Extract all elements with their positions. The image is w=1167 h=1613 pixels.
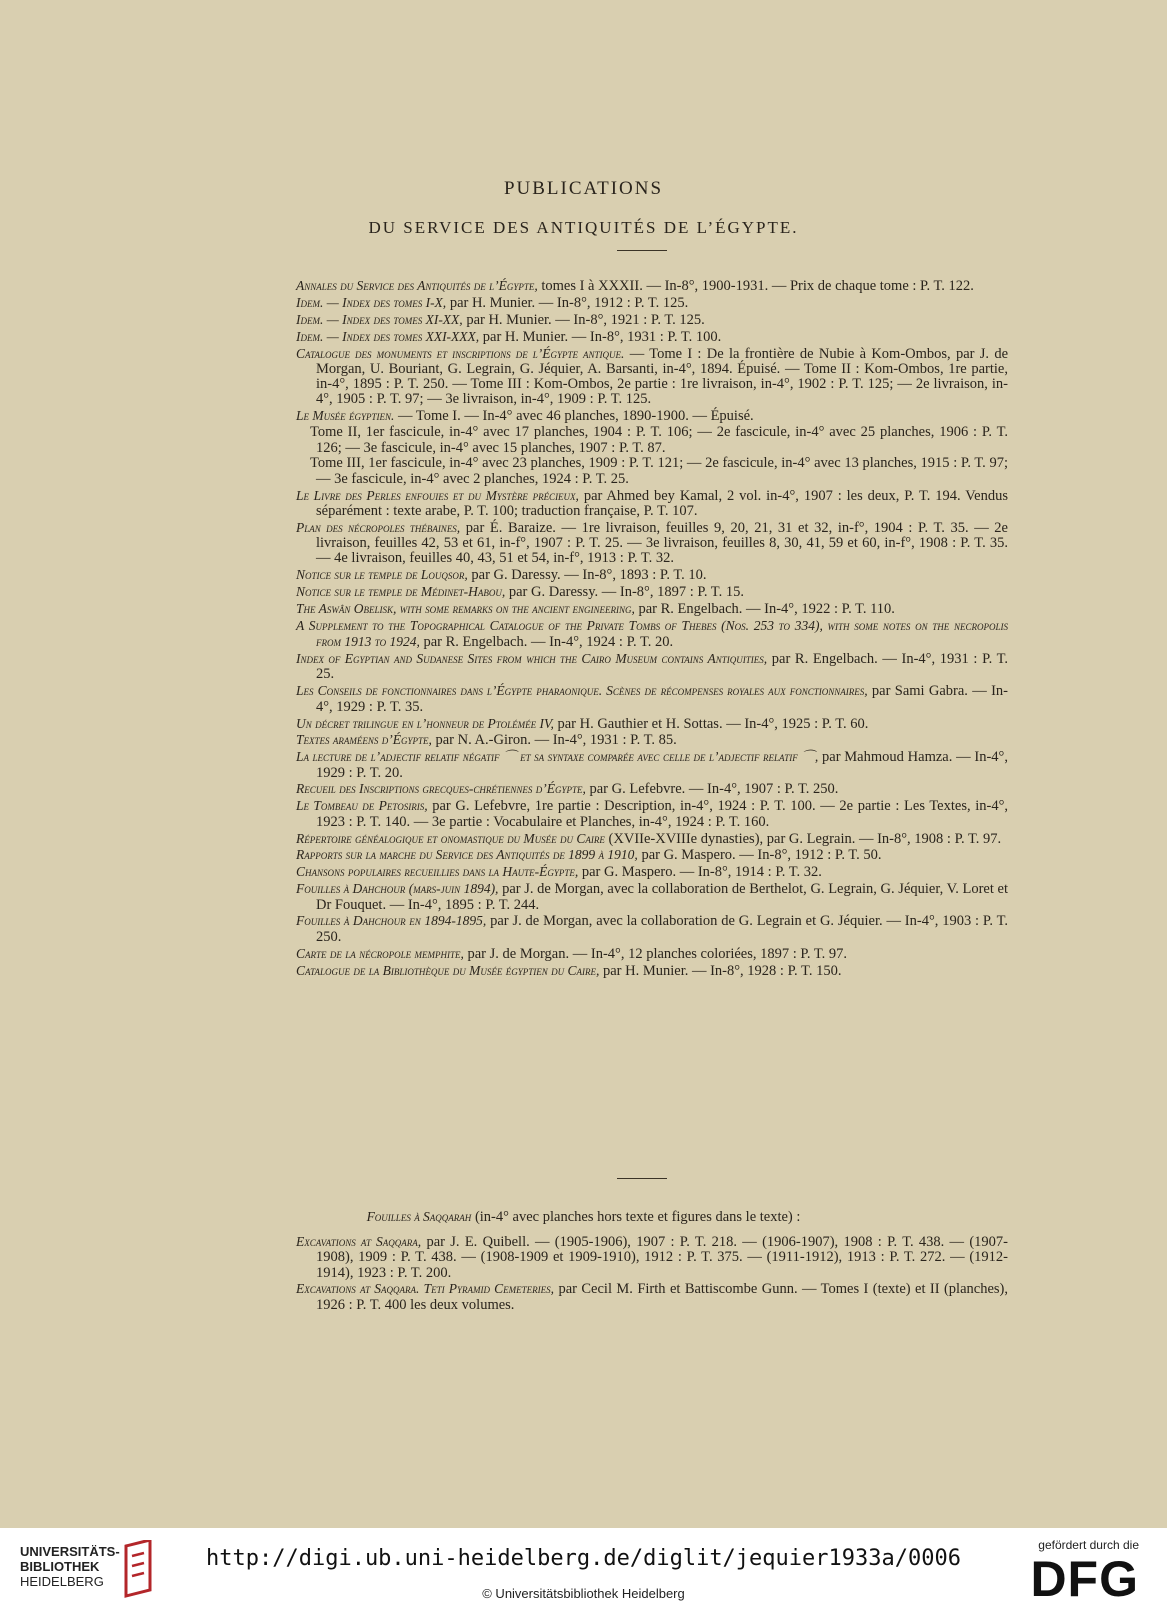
publication-entry [296,913,1008,945]
publication-title: Les Conseils de fonctionnaires dans l’Égypte pharaonique. Scènes de récompenses royales aux fonctionnaires, [296,683,868,699]
publication-entry [296,618,1008,651]
publication-entry [296,847,1008,863]
publication-details: par Ahmed bey Kamal, 2 vol. in-4°, 1907 : les deux, P. T. 194. Vendus séparément : texte arabe, P. T. 100; traduction française, P. T. 107. [316,487,1008,519]
publication-title: A Supplement to the Topographical Catalogue of the Private Tombs of Thebes (Nos. 253 to 334), with some notes on the necropolis from 1913 to 1924, [296,617,1008,650]
library-name-line3: HEIDELBERG [20,1574,104,1589]
publication-title: Textes araméens d’Égypte, [296,732,432,748]
title-divider [617,250,667,251]
saqqara-heading-title: Fouilles à Saqqarah [366,1209,472,1224]
page-subtitle: DU SERVICE DES ANTIQUITÉS DE L’ÉGYPTE. [368,218,799,237]
dfg-logo[interactable]: DFG [1030,1551,1139,1607]
publication-details: par G. Daressy. — In-8°, 1897 : P. T. 15. [505,584,744,601]
publication-title: Plan des nécropoles thébaines, [296,519,461,535]
publication-title: Fouilles à Dahchour en 1894-1895, [296,913,487,929]
publication-title: Carte de la nécropole memphite, [296,945,464,961]
publication-entry [296,683,1008,715]
publication-entry [296,346,1008,408]
publication-title: Idem. — Index des tomes XI-XX, [296,311,463,327]
publication-details: par Sami Gabra. — In-4°, 1929 : P. T. 35. [316,683,1009,715]
publication-details: par R. Engelbach. — In-4°, 1924 : P. T. 20. [419,634,674,651]
publication-details: par G. Daressy. — In-8°, 1893 : P. T. 10. [467,567,707,584]
publication-entry [296,520,1008,567]
publication-title: Le Livre des Perles enfouies et du Mystère précieux, [296,487,579,503]
publication-title: Index of Egyptian and Sudanese Sites from which the Cairo Museum contains Antiquities, [296,651,768,667]
publication-details: par J. de Morgan, avec la collaboration de G. Legrain et G. Jéquier. — In-4°, 1903 : P. T. 250. [316,913,1008,945]
publication-entry [296,601,1008,617]
publication-title: Catalogue de la Bibliothèque du Musée égyptien du Caire, [296,962,600,978]
copyright-notice: © Universitätsbibliothek Heidelberg [482,1586,685,1601]
publication-title: Idem. — Index des tomes XXI-XXX, [296,328,480,344]
publication-details: par J. de Morgan. — In-4°, 12 planches coloriées, 1897 : P. T. 97. [463,945,848,962]
publication-details: par H. Munier. — In-8°, 1921 : P. T. 125. [462,311,705,328]
publication-details: par H. Munier. — In-8°, 1912 : P. T. 125. [446,294,689,311]
publication-details: tomes I à XXXII. — In-8°, 1900-1931. — Prix de chaque tome : P. T. 122. [537,278,974,294]
publication-entry [296,584,1008,600]
publication-details: par Mahmoud Hamza. — In-4°, 1929 : P. T. 20. [316,749,1008,781]
footer-bar [0,1528,1167,1613]
publication-entry [296,963,1008,979]
publication-details: — Tome I : De la frontière de Nubie à Kom-Ombos, par J. de Morgan, U. Bouriant, G. Legrain, G. Jéquier, A. Barsanti, in-4°, 1894. Épuisé. — Tome II : Kom-Ombos, 1re partie, in-4°, 1895 : P. T. 250. — Tome III : Kom-Ombos, 2e partie : 1re livraison, in-4°, 1902 : P. T. 125; — 2e livraison, in-4°, 1905 : P. T. 97; — 3e livraison, in-4°, 1909 : P. T. 125. [316,345,1008,408]
publication-details: par R. Engelbach. — In-4°, 1922 : P. T. 110. [634,601,895,618]
publication-details: (XVIIe-XVIIIe dynasties), par G. Legrain. — In-8°, 1908 : P. T. 97. [604,830,1002,847]
publication-entry [296,456,1008,487]
page-title: PUBLICATIONS [503,178,664,199]
section-divider [617,1178,667,1179]
publication-details: par G. Lefebvre, 1re partie : Description, in-4°, 1924 : P. T. 100. — 2e partie : Les Textes, in-4°, 1923 : P. T. 140. — 3e partie : Vocabulaire et Planches, in-4°, 1924 : P. T. 160. [316,798,1009,830]
publication-title: Notice sur le temple de Médinet-Habou, [296,584,506,600]
publication-title: Recueil des Inscriptions grecques-chrétiennes d’Égypte, [296,781,586,797]
publication-title: Le Musée égyptien. [296,408,395,424]
publication-details: Tome III, 1er fascicule, in-4° avec 23 planches, 1909 : P. T. 121; — 2e fascicule, in-4° avec 13 planches, 1915 : P. T. 97; — 3e fascicule, in-4° avec 2 planches, 1924 : P. T. 25. [310,455,1008,487]
publication-title: Répertoire généalogique et onomastique du Musée du Caire [296,830,605,846]
publication-title: Chansons populaires recueillies dans la Haute-Égypte, [296,864,579,880]
publication-entry [296,567,1008,583]
publication-entry [296,1234,1008,1281]
publication-title: La lecture de l’adjectif relatif négatif ⌒ et sa syntaxe comparée avec celle de l’adjectif relatif ⌒, [296,749,819,765]
publication-details: par J. de Morgan, avec la collaboration de Berthelot, G. Legrain, G. Jéquier, V. Loret et Dr Fouquet. — In-4°, 1895 : P. T. 244. [316,881,1008,913]
publication-details: par G. Maspero. — In-8°, 1912 : P. T. 50. [637,847,882,864]
publication-title: Excavations at Saqqara. Teti Pyramid Cemeteries, [296,1281,555,1297]
publication-entry [296,295,1008,311]
publication-entry [296,749,1008,781]
publication-list [296,278,1008,979]
publication-entry [296,864,1008,880]
publication-details: par É. Baraize. — 1re livraison, feuilles 9, 20, 21, 31 et 32, in-f°, 1904 : P. T. 35. — 2e livraison, feuilles 42, 53 et 61, in-f°, 1907 : P. T. 25. — 3e livraison, feuilles 8, 30, 41, 59 et 60, in-f°, 1908 : P. T. 35. — 4e livraison, feuilles 40, 43, 51 et 54, in-f°, 1913 : P. T. 32. [316,519,1008,567]
publication-details: par Cecil M. Firth et Battiscombe Gunn. — Tomes I (texte) et II (planches), 1926 : P. T. 400 les deux volumes. [316,1281,1008,1313]
publication-details: par R. Engelbach. — In-4°, 1931 : P. T. 25. [316,651,1008,683]
publication-entry [296,488,1008,520]
publication-details: par H. Gauthier et H. Sottas. — In-4°, 1925 : P. T. 60. [553,715,869,732]
publication-entry [296,946,1008,962]
library-name-line2: BIBLIOTHEK [20,1559,100,1574]
publication-title: Annales du Service des Antiquités de l’Égypte, [296,278,538,293]
saqqara-heading-note: (in-4° avec planches hors texte et figures dans le texte) : [471,1209,801,1225]
permalink-url[interactable]: http://digi.ub.uni-heidelberg.de/diglit/jequier1933a/0006 [206,1546,961,1571]
publication-entry [296,781,1008,797]
publication-title: Fouilles à Dahchour (mars-juin 1894), [296,881,499,897]
publication-title: Le Tombeau de Petosiris, [296,798,428,814]
publication-entry [296,732,1008,748]
publication-entry [296,1281,1008,1313]
publication-entry [296,831,1008,847]
publication-entry [296,278,1008,294]
publication-title: Excavations at Saqqara, [296,1234,422,1249]
library-name-line1: UNIVERSITÄTS- [20,1544,120,1559]
publication-title: Idem. — Index des tomes I-X, [296,294,447,310]
publication-entry [296,312,1008,328]
publication-details: par H. Munier. — In-8°, 1931 : P. T. 100. [479,328,722,345]
publication-entry [296,329,1008,345]
publication-entry [296,651,1008,683]
publication-entry [296,408,1008,424]
publication-details: par H. Munier. — In-8°, 1928 : P. T. 150. [599,962,842,979]
publication-entry [296,716,1008,732]
saqqara-heading [0,1209,1167,1226]
publication-title: Catalogue des monuments et inscriptions de l’Égypte antique. [296,345,625,361]
publication-title: Un décret trilingue en l’honneur de Ptolémée IV, [296,715,554,731]
publication-title: Notice sur le temple de Louqsor, [296,567,468,583]
publication-details: — Tome I. — In-4° avec 46 planches, 1890-1900. — Épuisé. [394,408,754,425]
publication-details: Tome II, 1er fascicule, in-4° avec 17 planches, 1904 : P. T. 106; — 2e fascicule, in-4° avec 25 planches, 1906 : P. T. 126; — 3e fascicule, in-4° avec 15 planches, 1907 : P. T. 87. [310,424,1008,456]
publication-entry [296,425,1008,456]
publication-details: par G. Lefebvre. — In-4°, 1907 : P. T. 250. [585,781,839,798]
publication-title: Rapports sur la marche du Service des Antiquités de 1899 à 1910, [296,847,638,863]
funder-label: gefördert durch die [1038,1538,1139,1552]
publication-details: par G. Maspero. — In-8°, 1914 : P. T. 32. [578,864,822,881]
publication-entry [296,798,1008,830]
publication-details: par J. E. Quibell. — (1905-1906), 1907 : P. T. 218. — (1906-1907), 1908 : P. T. 438. — (1907-1908), 1909 : P. T. 438. — (1908-1909 et 1909-1910), 1912 : P. T. 375. — (1911-1912), 1913 : P. T. 272. — (1912-1914), 1923 : P. T. 200. [316,1234,1009,1281]
publication-entry [296,881,1008,913]
publication-title: The Aswân Obelisk, with some remarks on the ancient engineering, [296,601,635,617]
saqqara-list [296,1234,1008,1314]
publication-details: par N. A.-Giron. — In-4°, 1931 : P. T. 85. [431,732,677,749]
